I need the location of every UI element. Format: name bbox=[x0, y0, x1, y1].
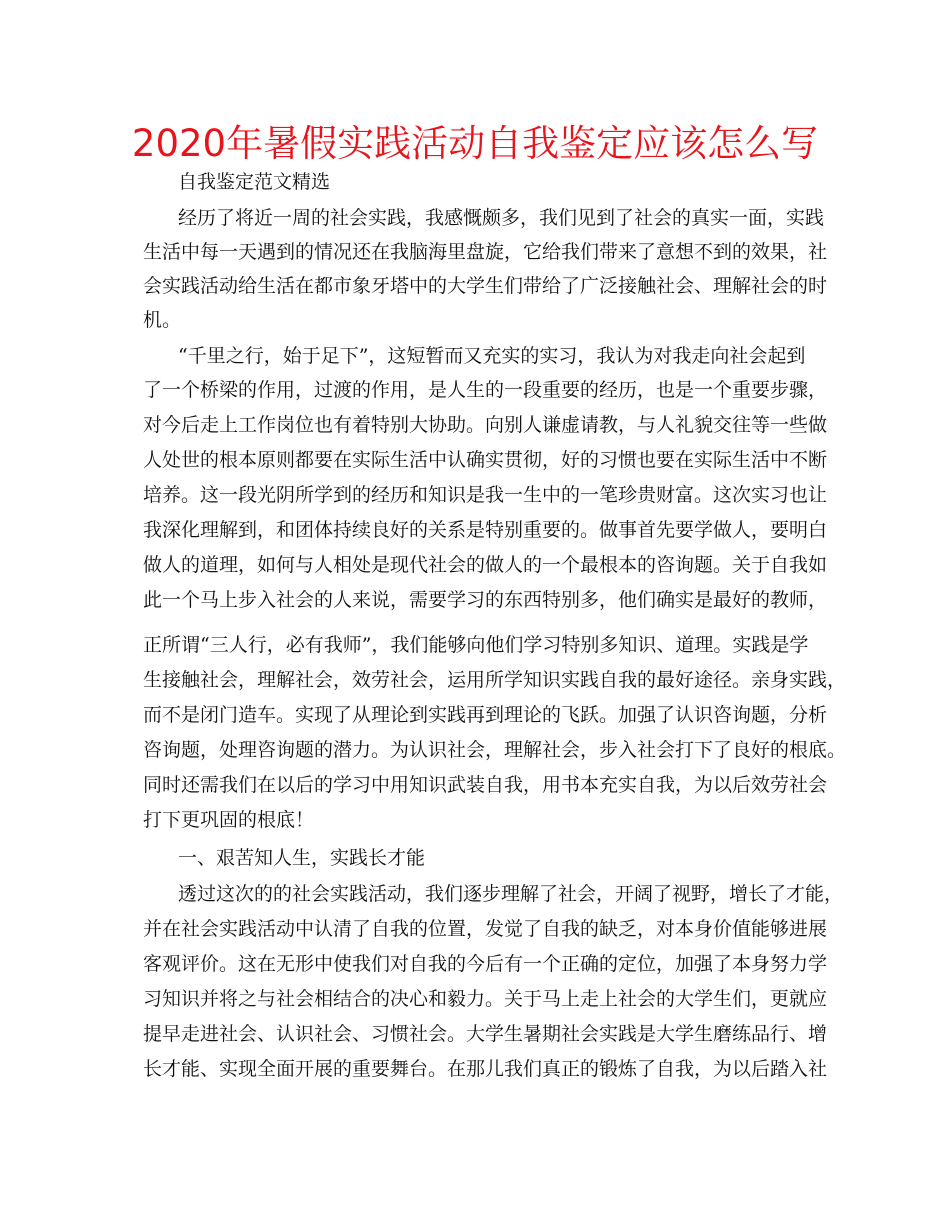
body-line: 经历了将近一周的社会实践，我感慨颇多，我们见到了社会的真实一面，实践 bbox=[178, 207, 825, 229]
body-line: 生活中每一天遇到的情况还在我脑海里盘旋，它给我们带来了意想不到的效果，社 bbox=[143, 241, 828, 263]
body-line: 习知识并将之与社会相结合的决心和毅力。关于马上走上社会的大学生们，更就应 bbox=[143, 988, 828, 1010]
body-line: 培养。这一段光阴所学到的经历和知识是我一生中的一笔珍贵财富。这次实习也让 bbox=[143, 484, 828, 506]
body-line: 对今后走上工作岗位也有着特别大协助。向别人谦虚请教，与人礼貌交往等一些做 bbox=[143, 414, 828, 436]
body-line: 此一个马上步入社会的人来说，需要学习的东西特别多，他们确实是最好的教师， bbox=[143, 589, 828, 611]
body-line: 咨询题，处理咨询题的潜力。为认识社会，理解社会，步入社会打下了良好的根底。 bbox=[143, 739, 847, 761]
document-title: 2020年暑假实践活动自我鉴定应该怎么写 bbox=[131, 122, 819, 165]
body-line: 我深化理解到，和团体持续良好的关系是特别重要的。做事首先要学做人，要明白 bbox=[143, 519, 828, 541]
body-line: 打下更巩固的根底！ bbox=[143, 809, 315, 831]
body-line: 提早走进社会、认识社会、习惯社会。大学生暑期社会实践是大学生磨练品行、增 bbox=[143, 1023, 828, 1045]
body-line: 了一个桥梁的作用，过渡的作用，是人生的一段重要的经历，也是一个重要步骤， bbox=[143, 379, 828, 401]
body-line: 同时还需我们在以后的学习中用知识武装自我，用书本充实自我，为以后效劳社会 bbox=[143, 774, 828, 796]
section-subtitle: 自我鉴定范文精选 bbox=[178, 171, 331, 193]
body-line: 长才能、实现全面开展的重要舞台。在那儿我们真正的锻炼了自我，为以后踏入社 bbox=[143, 1058, 828, 1080]
body-line: “千里之行，始于足下”，这短暂而又充实的实习，我认为对我走向社会起到 bbox=[178, 345, 806, 367]
body-line: 并在社会实践活动中认清了自我的位置，发觉了自我的缺乏，对本身价值能够进展 bbox=[143, 918, 828, 940]
body-line: 机。 bbox=[143, 309, 182, 331]
body-line: 人处世的根本原则都要在实际生活中认确实贯彻，好的习惯也要在实际生活中不断 bbox=[143, 449, 828, 471]
body-line: 透过这次的的社会实践活动，我们逐步理解了社会，开阔了视野，增长了才能， bbox=[178, 883, 844, 905]
body-line: 生接触社会，理解社会，效劳社会，运用所学知识实践自我的最好途径。亲身实践， bbox=[143, 669, 847, 691]
section-heading: 一、艰苦知人生，实践长才能 bbox=[178, 847, 426, 869]
body-line: 正所谓“三人行，必有我师”，我们能够向他们学习特别多知识、道理。实践是学 bbox=[143, 634, 809, 656]
body-line: 客观评价。这在无形中使我们对自我的今后有一个正确的定位，加强了本身努力学 bbox=[143, 953, 828, 975]
body-line: 做人的道理，如何与人相处是现代社会的做人的一个最根本的咨询题。关于自我如 bbox=[143, 554, 828, 576]
body-line: 而不是闭门造车。实现了从理论到实践再到理论的飞跃。加强了认识咨询题，分析 bbox=[143, 704, 828, 726]
body-line: 会实践活动给生活在都市象牙塔中的大学生们带给了广泛接触社会、理解社会的时 bbox=[143, 275, 828, 297]
